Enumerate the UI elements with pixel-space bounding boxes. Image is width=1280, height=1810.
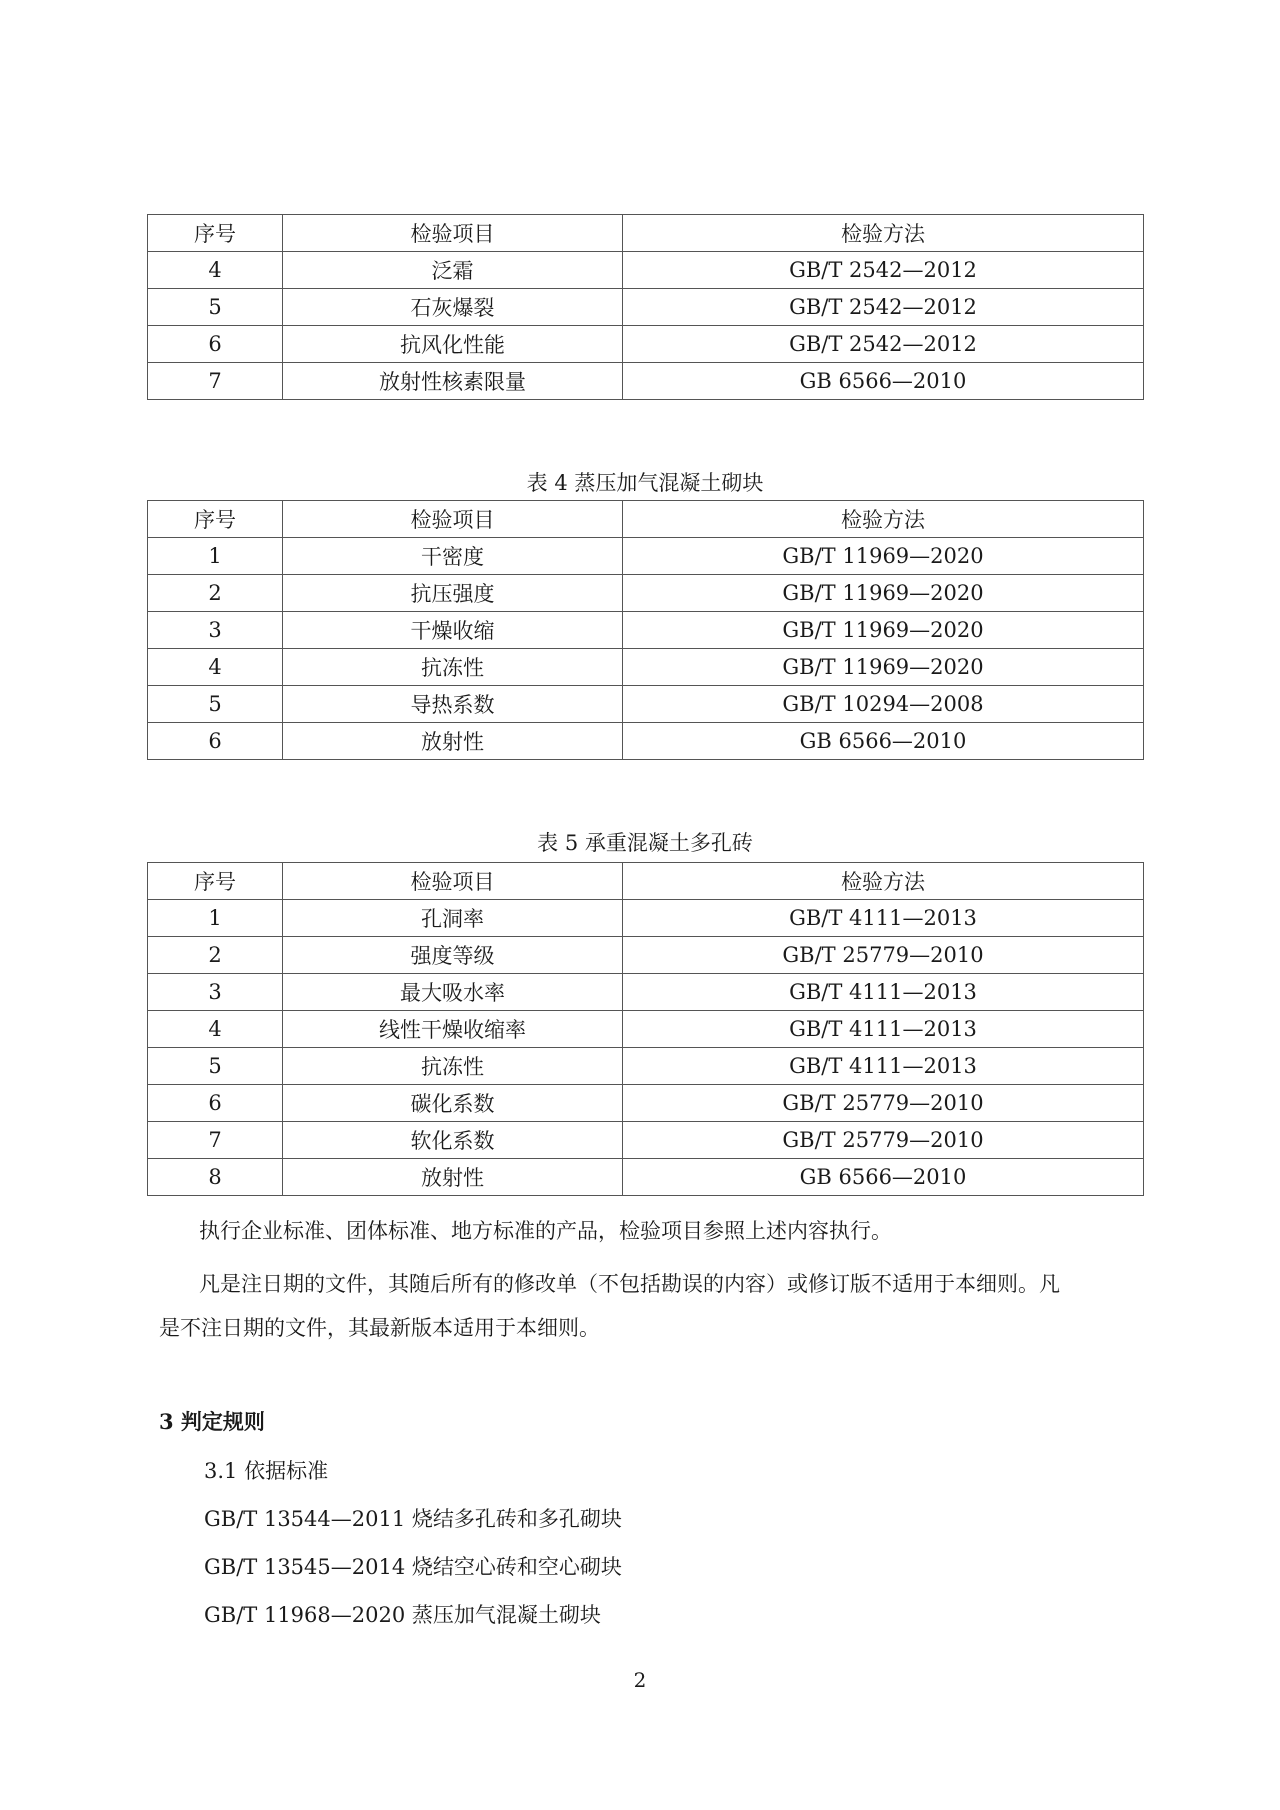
cell-index: 5 [148,289,283,326]
cell-method: GB/T 4111—2013 [623,1048,1144,1085]
cell-item: 强度等级 [283,937,623,974]
cell-item: 抗风化性能 [283,326,623,363]
cell-item: 软化系数 [283,1122,623,1159]
table-row [148,974,1144,1011]
cell-item: 抗冻性 [283,649,623,686]
table-row [148,723,1144,760]
cell-item: 干燥收缩 [283,612,623,649]
table-row [148,289,1144,326]
table-row [148,1048,1144,1085]
cell-index: 5 [148,686,283,723]
table-row [148,649,1144,686]
cell-index: 2 [148,937,283,974]
cell-index: 2 [148,575,283,612]
table-5-caption: 表 5 承重混凝土多孔砖 [537,831,753,855]
cell-index: 5 [148,1048,283,1085]
cell-method: GB/T 11969—2020 [623,649,1144,686]
header-item: 检验项目 [283,863,623,900]
table-row [148,326,1144,363]
cell-index: 1 [148,900,283,937]
table-row [148,575,1144,612]
cell-item: 石灰爆裂 [283,289,623,326]
cell-index: 4 [148,252,283,289]
table-row [148,1085,1144,1122]
cell-method: GB/T 10294—2008 [623,686,1144,723]
cell-method: GB/T 11969—2020 [623,575,1144,612]
table-4-caption: 表 4 蒸压加气混凝土砌块 [526,471,764,495]
cell-index: 1 [148,538,283,575]
cell-index: 6 [148,326,283,363]
cell-index: 6 [148,1085,283,1122]
table-row [148,1011,1144,1048]
header-method: 检验方法 [623,501,1144,538]
table-3-continued [147,214,1144,400]
table-4 [147,500,1144,760]
header-method: 检验方法 [623,863,1144,900]
header-index: 序号 [148,863,283,900]
table-row [148,363,1144,400]
section-3-heading: 3 判定规则 [159,1409,265,1434]
cell-item: 碳化系数 [283,1085,623,1122]
header-method: 检验方法 [623,215,1144,252]
cell-item: 放射性 [283,1159,623,1196]
cell-method: GB/T 25779—2010 [623,1122,1144,1159]
table-row [148,1159,1144,1196]
cell-method: GB/T 2542—2012 [623,289,1144,326]
table-row [148,686,1144,723]
cell-item: 放射性核素限量 [283,363,623,400]
cell-index: 4 [148,649,283,686]
header-index: 序号 [148,501,283,538]
cell-method: GB/T 11969—2020 [623,612,1144,649]
cell-method: GB/T 25779—2010 [623,1085,1144,1122]
cell-method: GB/T 4111—2013 [623,1011,1144,1048]
table-header-row [148,215,1144,252]
cell-item: 泛霜 [283,252,623,289]
standard-item: GB/T 13544—2011 烧结多孔砖和多孔砌块 [204,1507,622,1531]
cell-method: GB/T 2542—2012 [623,326,1144,363]
table-row [148,900,1144,937]
cell-method: GB/T 4111—2013 [623,974,1144,1011]
cell-index: 3 [148,974,283,1011]
table-header-row [148,501,1144,538]
table-row [148,937,1144,974]
cell-method: GB 6566—2010 [623,723,1144,760]
cell-item: 线性干燥收缩率 [283,1011,623,1048]
cell-index: 7 [148,363,283,400]
paragraph-scope-note: 执行企业标准、团体标准、地方标准的产品，检验项目参照上述内容执行。 [199,1219,892,1243]
cell-method: GB/T 11969—2020 [623,538,1144,575]
header-item: 检验项目 [283,501,623,538]
table-header-row [148,863,1144,900]
table-row [148,612,1144,649]
table-row [148,538,1144,575]
cell-index: 8 [148,1159,283,1196]
cell-index: 4 [148,1011,283,1048]
section-3-1-heading: 3.1 依据标准 [204,1459,329,1483]
paragraph-dated-references-line1: 凡是注日期的文件，其随后所有的修改单（不包括勘误的内容）或修订版不适用于本细则。凡 [199,1272,1060,1296]
cell-item: 干密度 [283,538,623,575]
cell-method: GB 6566—2010 [623,363,1144,400]
page-number: 2 [633,1668,647,1692]
cell-item: 导热系数 [283,686,623,723]
table-row [148,1122,1144,1159]
cell-method: GB/T 2542—2012 [623,252,1144,289]
cell-item: 抗压强度 [283,575,623,612]
cell-item: 孔洞率 [283,900,623,937]
cell-item: 放射性 [283,723,623,760]
standard-item: GB/T 11968—2020 蒸压加气混凝土砌块 [204,1603,601,1627]
cell-method: GB 6566—2010 [623,1159,1144,1196]
cell-item: 最大吸水率 [283,974,623,1011]
paragraph-dated-references-line2: 是不注日期的文件，其最新版本适用于本细则。 [159,1316,600,1340]
standard-item: GB/T 13545—2014 烧结空心砖和空心砌块 [204,1555,622,1579]
cell-index: 6 [148,723,283,760]
cell-index: 7 [148,1122,283,1159]
cell-index: 3 [148,612,283,649]
cell-item: 抗冻性 [283,1048,623,1085]
cell-method: GB/T 4111—2013 [623,900,1144,937]
header-item: 检验项目 [283,215,623,252]
cell-method: GB/T 25779—2010 [623,937,1144,974]
table-row [148,252,1144,289]
table-5 [147,862,1144,1196]
header-index: 序号 [148,215,283,252]
